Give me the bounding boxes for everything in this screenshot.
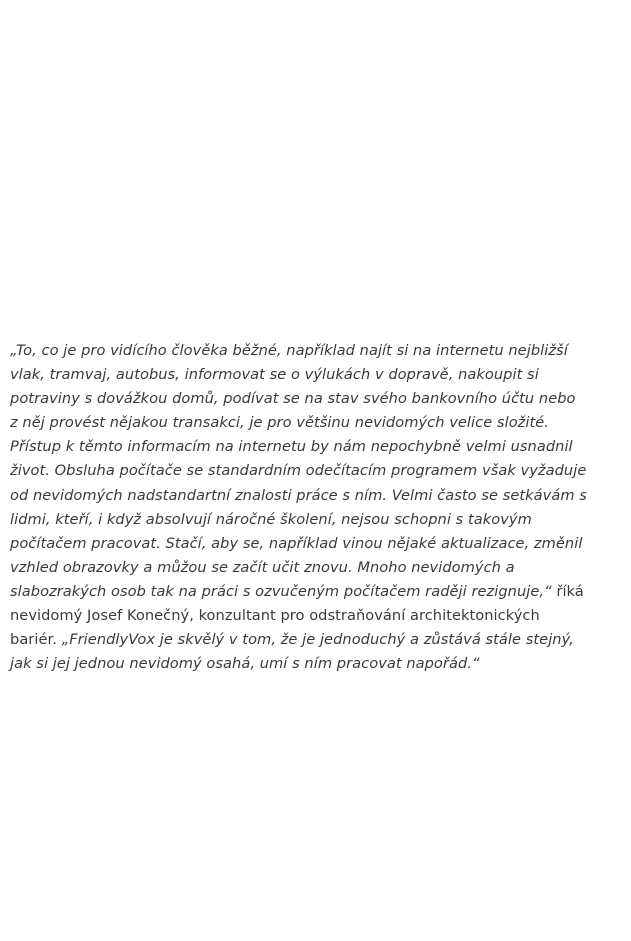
quote-end-fragment: slabozrakých osob tak na práci s ozvučeným počítačem raději rezignuje,“ xyxy=(10,582,552,600)
attribution-verb: říká xyxy=(551,582,584,600)
text-line: život. Obsluha počítače se standardním odečítacím programem však vyžaduje xyxy=(10,462,587,480)
text-line: potraviny s dovážkou domů, podívat se na stav svého bankovního účtu nebo xyxy=(10,390,576,408)
text-line-mixed xyxy=(10,628,622,652)
text-line: Přístup k těmto informacím na internetu by nám nepochybně velmi usnadnil xyxy=(10,438,573,456)
text-line: počítačem pracovat. Stačí, aby se, například vinou nějaké aktualizace, změnil xyxy=(10,534,583,552)
text-line: vzhled obrazovky a můžou se začít učit znovu. Mnoho nevidomých a xyxy=(10,558,515,576)
text-line: „To, co je pro vidícího člověka běžné, například najít si na internetu nejbližší xyxy=(10,342,568,359)
attribution-line: nevidomý Josef Konečný, konzultant pro odstraňování architektonických xyxy=(10,607,540,625)
second-quote-start: „FriendlyVox je skvělý v tom, že je jednoduchý a zůstává stále stejný, xyxy=(61,631,574,649)
text-line: lidmi, kteří, i když absolvují náročné školení, nejsou schopni s takovým xyxy=(10,510,532,528)
text-line: z něj provést nějakou transakci, je pro většinu nevidomých velice složité. xyxy=(10,414,549,432)
text-line-mixed xyxy=(10,580,622,604)
text-line: vlak, tramvaj, autobus, informovat se o výlukách v dopravě, nakoupit si xyxy=(10,366,539,384)
quote-paragraph xyxy=(10,339,622,676)
text-line: od nevidomých nadstandartní znalosti práce s ním. Velmi často se setkávám s xyxy=(10,486,587,504)
attribution-end: bariér. xyxy=(10,631,62,649)
second-quote-end: jak si jej jednou nevidomý osahá, umí s ním pracovat napořád.“ xyxy=(10,655,480,673)
